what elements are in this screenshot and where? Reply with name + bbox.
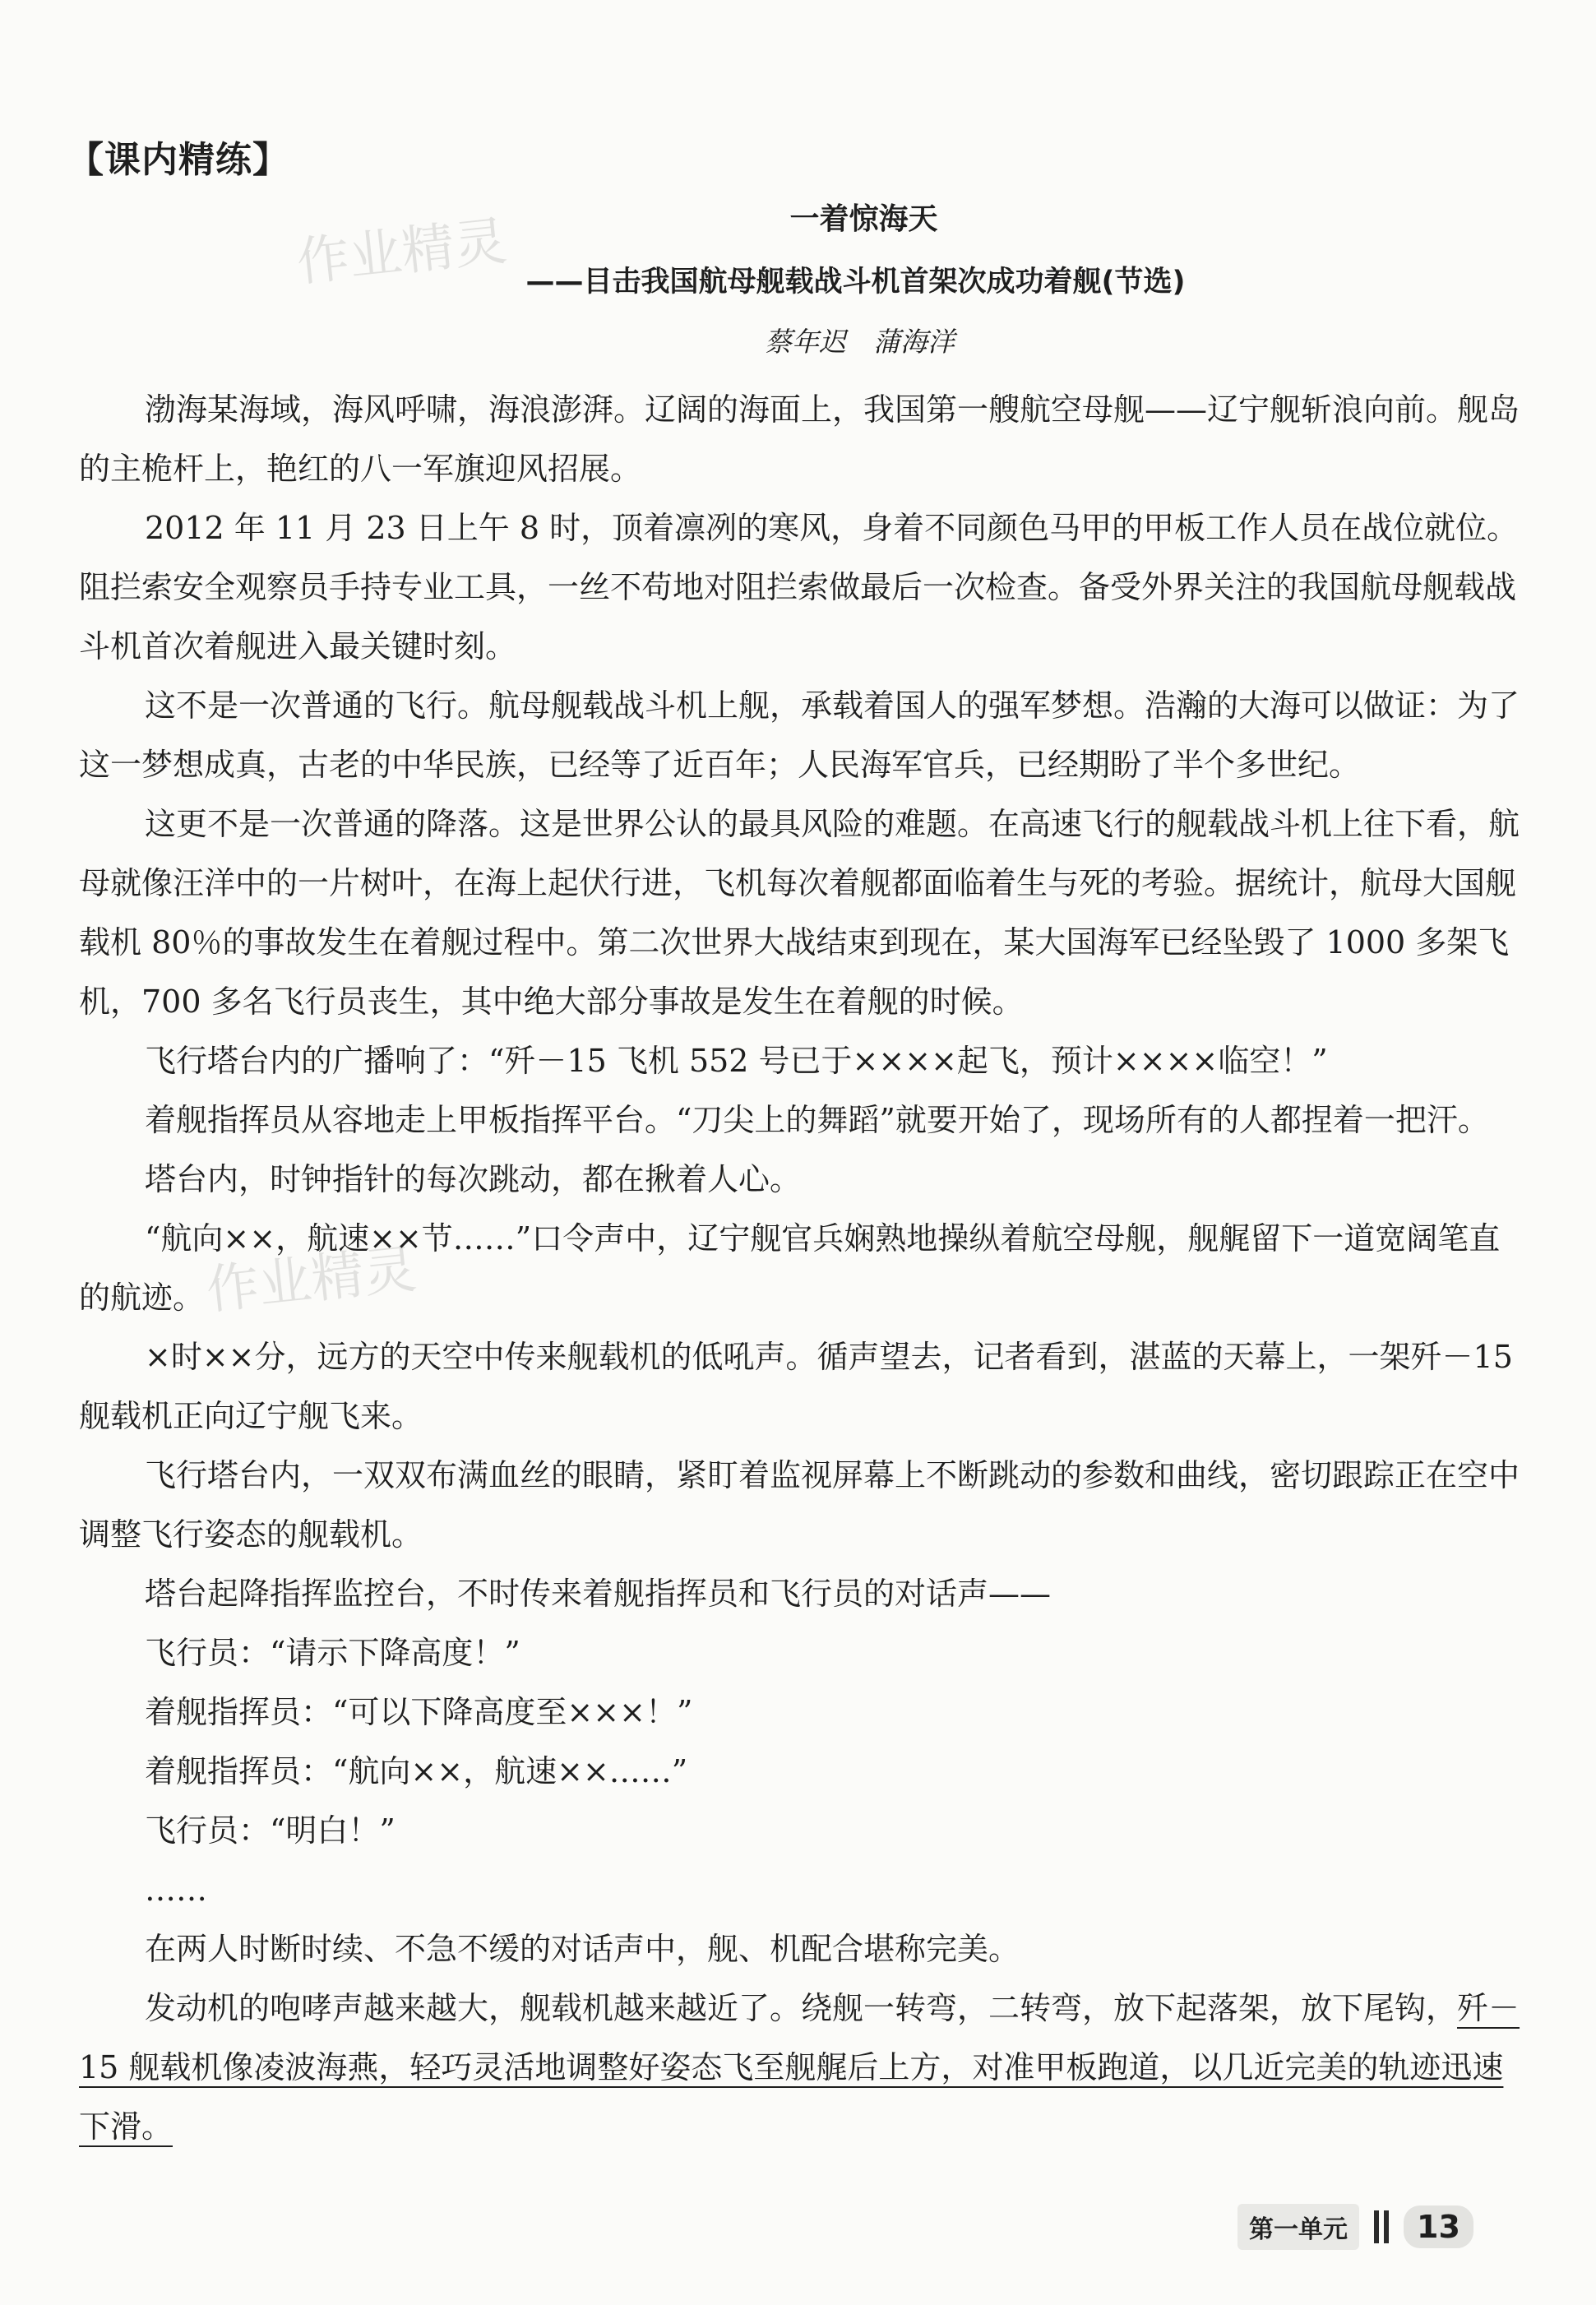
section-label: 【课内精练】 xyxy=(67,139,289,181)
page-number: 13 xyxy=(1404,2205,1473,2248)
paragraph: ×时××分，远方的天空中传来舰载机的低吼声。循声望去，记者看到，湛蓝的天幕上，一架歼－15 舰载机正向辽宁舰飞来。 xyxy=(79,1339,1513,1434)
paragraph: 塔台起降指挥监控台，不时传来着舰指挥员和飞行员的对话声—— xyxy=(145,1576,1052,1612)
underlined-sentence: 歼－15 舰载机像凌波海燕，轻巧灵活地调整好姿态飞至舰艉后上方，对准甲板跑道，以几近完美的轨迹迅速下滑。 xyxy=(79,1990,1520,2145)
paragraph: 这更不是一次普通的降落。这是世界公认的最具风险的难题。在高速飞行的舰载战斗机上往下看，航母就像汪洋中的一片树叶，在海上起伏行进，飞机每次着舰都面临着生与死的考验。据统计，航母大国舰载机 80％的事故发生在着舰过程中。第二次世界大战结束到现在，某大国海军已经坠毁了 1000 多架飞机，700 多名飞行员丧生，其中绝大部分事故是发生在着舰的时候。 xyxy=(79,806,1520,1020)
paragraph: 在两人时断时续、不急不缓的对话声中，舰、机配合堪称完美。 xyxy=(145,1931,1020,1967)
dialogue-line: 着舰指挥员：“可以下降高度至×××！” xyxy=(145,1694,693,1730)
page-footer xyxy=(1237,2204,1473,2250)
paragraph: 飞行塔台内的广播响了：“歼－15 飞机 552 号已于××××起飞，预计××××临空！” xyxy=(145,1043,1328,1079)
dialogue-line: 着舰指挥员：“航向××，航速××……” xyxy=(145,1753,688,1789)
article-authors: 蔡年迟 蒲海洋 xyxy=(765,326,955,358)
paragraph: 着舰指挥员从容地走上甲板指挥平台。“刀尖上的舞蹈”就要开始了，现场所有的人都捏着一把汗。 xyxy=(145,1102,1489,1138)
watermark: 作业精灵 xyxy=(294,211,510,294)
divider-bars-icon xyxy=(1374,2210,1389,2243)
article-subtitle: ——目击我国航母舰载战斗机首架次成功着舰(节选) xyxy=(525,266,1186,299)
paragraph: 2012 年 11 月 23 日上午 8 时，顶着凛冽的寒风，身着不同颜色马甲的甲板工作人员在战位就位。阻拦索安全观察员手持专业工具，一丝不苟地对阻拦索做最后一次检查。备受外界关注的我国航母舰载战斗机首次着舰进入最关键时刻。 xyxy=(79,510,1519,664)
paragraph: “航向××，航速××节……”口令声中，辽宁舰官兵娴熟地操纵着航空母舰，舰艉留下一道宽阔笔直的航迹。 xyxy=(79,1220,1501,1316)
ellipsis-line: …… xyxy=(145,1872,207,1908)
paragraph: 这不是一次普通的飞行。航母舰载战斗机上舰，承载着国人的强军梦想。浩瀚的大海可以做证：为了这一梦想成真，古老的中华民族，已经等了近百年；人民海军官兵，已经期盼了半个多世纪。 xyxy=(79,687,1520,783)
final-paragraph xyxy=(79,1979,1526,2156)
watermark: 作业精灵 xyxy=(203,1238,419,1322)
dialogue-line: 飞行员：“明白！” xyxy=(145,1812,396,1849)
paragraph: 塔台内，时钟指针的每次跳动，都在揪着人心。 xyxy=(145,1161,802,1197)
article-body xyxy=(79,380,1526,2156)
paragraph: 渤海某海域，海风呼啸，海浪澎湃。辽阔的海面上，我国第一艘航空母舰——辽宁舰斩浪向前。舰岛的主桅杆上，艳红的八一军旗迎风招展。 xyxy=(79,391,1520,487)
paragraph: 飞行塔台内，一双双布满血丝的眼睛，紧盯着监视屏幕上不断跳动的参数和曲线，密切跟踪正在空中调整飞行姿态的舰载机。 xyxy=(79,1457,1520,1553)
article-title: 一着惊海天 xyxy=(789,202,938,236)
dialogue-line: 飞行员：“请示下降高度！” xyxy=(145,1635,520,1671)
final-paragraph-start: 发动机的咆哮声越来越大，舰载机越来越近了。绕舰一转弯，二转弯，放下起落架，放下尾钩， xyxy=(145,1990,1458,2026)
unit-label: 第一单元 xyxy=(1237,2204,1359,2250)
